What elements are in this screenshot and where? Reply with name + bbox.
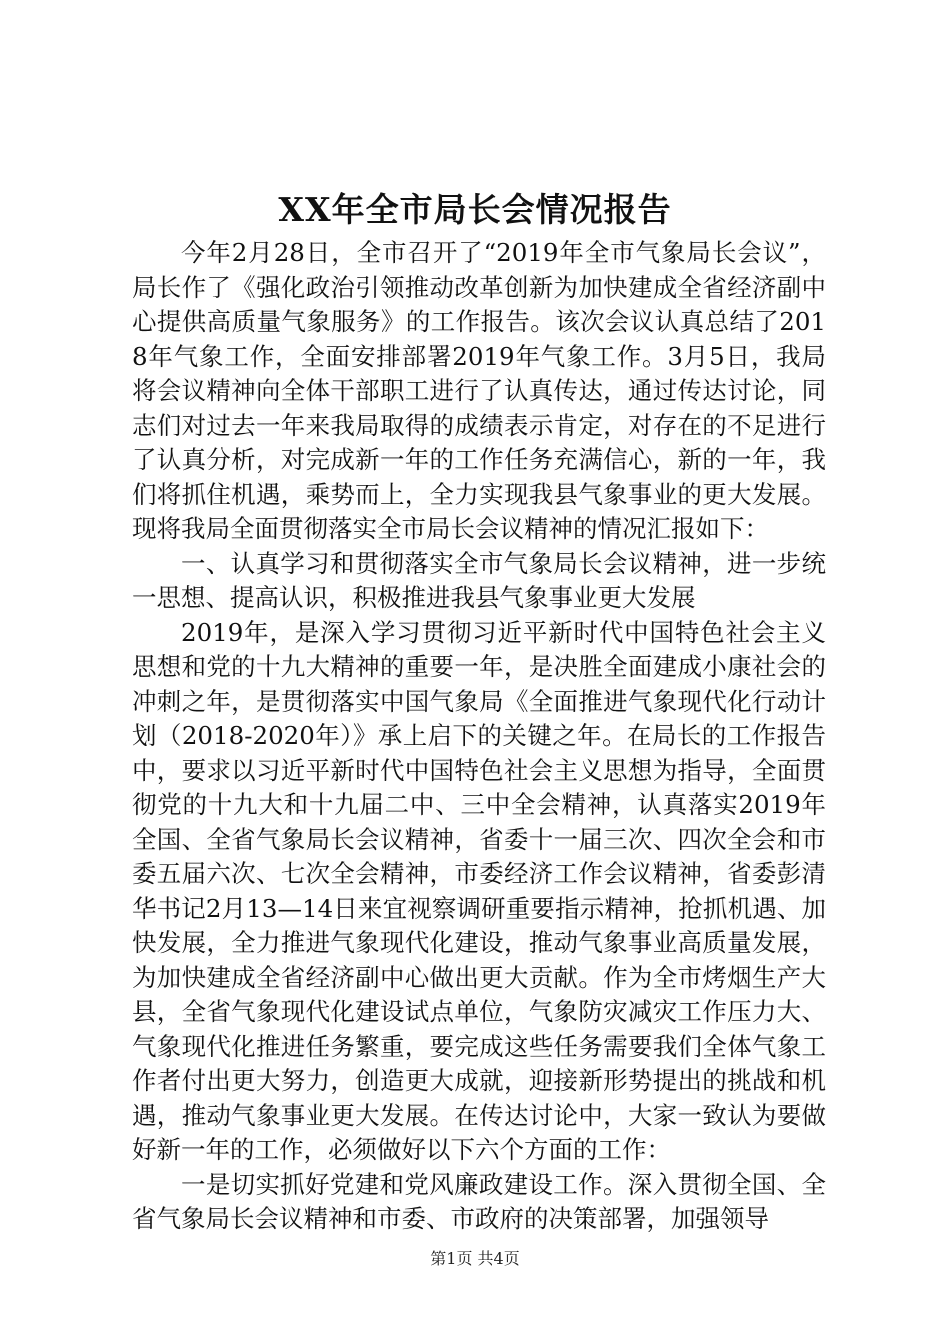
paragraph-2019-overview: 2019年，是深入学习贯彻习近平新时代中国特色社会主义思想和党的十九大精神的重要一年，是决胜全面建成小康社会的冲刺之年，是贯彻落实中国气象局《全面推进气象现代化行动计划（2018-2020年）》承上启下的关键之年。在局长的工作报告中，要求以习近平新时代中国特色社会主义思想为指导，全面贯彻党的十九大和十九届二中、三中全会精神，认真落实2019年全国、全省气象局长会议精神，省委十一届三次、四次全会和市委五届六次、七次全会精神，市委经济工作会议精神，省委彭清华书记2月13—14日来宜视察调研重要指示精神，抢抓机遇、加快发展，全力推进气象现代化建设，推动气象事业高质量发展，为加快建成全省经济副中心做出更大贡献。作为全市烤烟生产大县，全省气象现代化建设试点单位，气象防灾减灾工作压力大、气象现代化推进任务繁重，要完成这些任务需要我们全体气象工作者付出更大努力，创造更大成就，迎接新形势提出的挑战和机遇，推动气象事业更大发展。在传达讨论中，大家一致认为要做好新一年的工作，必须做好以下六个方面的工作： — [132, 617, 826, 1164]
document-title: XX年全市局长会情况报告 — [278, 190, 672, 229]
section-heading-1: 一、认真学习和贯彻落实全市气象局长会议精神，进一步统一思想、提高认识，积极推进我县气象事业更大发展 — [132, 548, 826, 612]
page-number-footer: 第1页 共4页 — [430, 1249, 520, 1268]
paragraph-intro: 今年2月28日，全市召开了“2019年全市气象局长会议”，局长作了《强化政治引领推动改革创新为加快建成全省经济副中心提供高质量气象服务》的工作报告。该次会议认真总结了2018年气象工作，全面安排部署2019年气象工作。3月5日，我局将会议精神向全体干部职工进行了认真传达，通过传达讨论，同志们对过去一年来我局取得的成绩表示肯定，对存在的不足进行了认真分析，对完成新一年的工作任务充满信心，新的一年，我们将抓住机遇，乘势而上，全力实现我县气象事业的更大发展。现将我局全面贯彻落实全市局长会议精神的情况汇报如下： — [132, 238, 826, 543]
document-body — [132, 236, 826, 1237]
paragraph-point-1: 一是切实抓好党建和党风廉政建设工作。深入贯彻全国、全省气象局长会议精神和市委、市政府的决策部署，加强领导 — [132, 1169, 826, 1233]
